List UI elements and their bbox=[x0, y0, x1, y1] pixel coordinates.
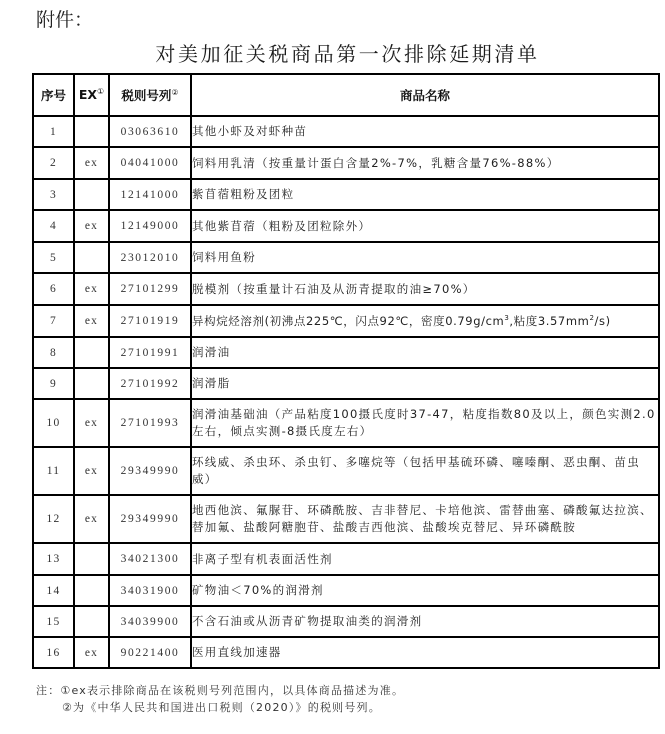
row-ex: ex bbox=[74, 637, 109, 668]
footnote-2 bbox=[36, 699, 404, 716]
row-product-name: 润滑油基础油（产品粘度100摄氏度时37-47，粘度指数80及以上，颜色实测2.0左右，倾点实测-8摄氏度左右） bbox=[191, 399, 659, 447]
row-index: 7 bbox=[33, 305, 74, 337]
row-index: 14 bbox=[33, 575, 74, 606]
header-index-label: 序号 bbox=[40, 88, 66, 103]
row-product-name: 非离子型有机表面活性剂 bbox=[191, 543, 659, 575]
header-tariff-code-label: 税则号列 bbox=[121, 88, 172, 103]
row-ex bbox=[74, 337, 109, 368]
footnotes bbox=[36, 682, 404, 716]
row-index: 13 bbox=[33, 543, 74, 575]
table-row bbox=[33, 337, 659, 368]
table-row bbox=[33, 543, 659, 575]
row-tariff-code: 34021300 bbox=[109, 543, 191, 575]
row-tariff-code: 34031900 bbox=[109, 575, 191, 606]
row-product-name: 饲料用鱼粉 bbox=[191, 242, 659, 273]
row-index: 5 bbox=[33, 242, 74, 273]
row-index: 16 bbox=[33, 637, 74, 668]
product-name-text: 异构烷烃溶剂(初沸点225℃，闪点92℃，密度0.79g/cm bbox=[192, 313, 505, 328]
row-product-name: 饲料用乳清（按重量计蛋白含量2%-7%，乳糖含量76%-88%） bbox=[191, 147, 659, 179]
row-ex: ex bbox=[74, 447, 109, 495]
footnote-1-text: ①ex表示排除商品在该税则号列范围内，以具体商品描述为准。 bbox=[60, 684, 405, 697]
header-ex bbox=[74, 74, 109, 116]
table-row bbox=[33, 147, 659, 179]
row-ex: ex bbox=[74, 273, 109, 305]
row-product-name: 地西他滨、氟脲苷、环磷酰胺、吉非替尼、卡培他滨、雷替曲塞、磷酸氟达拉滨、替加氟、盐酸阿糖胞苷、盐酸吉西他滨、盐酸埃克替尼、异环磷酰胺 bbox=[191, 495, 659, 543]
row-ex bbox=[74, 606, 109, 637]
header-ex-label: EX bbox=[78, 87, 97, 103]
row-ex bbox=[74, 543, 109, 575]
product-name-text: /s) bbox=[594, 313, 611, 328]
table-row bbox=[33, 399, 659, 447]
table-row bbox=[33, 637, 659, 668]
row-tariff-code: 27101919 bbox=[109, 305, 191, 337]
row-product-name: 医用直线加速器 bbox=[191, 637, 659, 668]
header-product-name-label: 商品名称 bbox=[399, 88, 450, 103]
footnote-label: 注： bbox=[36, 684, 61, 697]
row-ex bbox=[74, 368, 109, 399]
row-tariff-code: 27101991 bbox=[109, 337, 191, 368]
table-row bbox=[33, 368, 659, 399]
row-tariff-code: 27101992 bbox=[109, 368, 191, 399]
row-ex: ex bbox=[74, 147, 109, 179]
row-ex bbox=[74, 179, 109, 210]
table-row bbox=[33, 606, 659, 637]
row-tariff-code: 23012010 bbox=[109, 242, 191, 273]
row-product-name bbox=[191, 305, 659, 337]
row-index: 11 bbox=[33, 447, 74, 495]
product-name-text: ,粘度3.57mm bbox=[509, 313, 590, 328]
row-product-name: 矿物油＜70%的润滑剂 bbox=[191, 575, 659, 606]
row-index: 10 bbox=[33, 399, 74, 447]
superscript-2: 2 bbox=[589, 313, 595, 322]
row-ex: ex bbox=[74, 305, 109, 337]
footnote-mark-1: ① bbox=[97, 87, 105, 97]
table-row bbox=[33, 179, 659, 210]
table-row bbox=[33, 273, 659, 305]
row-ex: ex bbox=[74, 210, 109, 242]
table-row bbox=[33, 305, 659, 337]
row-index: 2 bbox=[33, 147, 74, 179]
row-ex: ex bbox=[74, 399, 109, 447]
row-index: 8 bbox=[33, 337, 74, 368]
row-tariff-code: 34039900 bbox=[109, 606, 191, 637]
header-tariff-code bbox=[109, 74, 191, 116]
header-index bbox=[33, 74, 74, 116]
row-tariff-code: 03063610 bbox=[109, 116, 191, 147]
footnote-2-text: ②为《中华人民共和国进出口税则（2020）》的税则号列。 bbox=[62, 701, 381, 714]
row-product-name: 其他紫苜蓿（粗粉及团粒除外） bbox=[191, 210, 659, 242]
row-index: 3 bbox=[33, 179, 74, 210]
row-tariff-code: 12149000 bbox=[109, 210, 191, 242]
table-row bbox=[33, 242, 659, 273]
table-row bbox=[33, 210, 659, 242]
row-ex bbox=[74, 116, 109, 147]
row-index: 4 bbox=[33, 210, 74, 242]
row-tariff-code: 04041000 bbox=[109, 147, 191, 179]
attachment-label: 附件： bbox=[36, 9, 94, 31]
row-product-name: 脱模剂（按重量计石油及从沥青提取的油≥70%） bbox=[191, 273, 659, 305]
row-tariff-code: 27101993 bbox=[109, 399, 191, 447]
row-product-name: 不含石油或从沥青矿物提取油类的润滑剂 bbox=[191, 606, 659, 637]
row-index: 12 bbox=[33, 495, 74, 543]
exclusion-list-table bbox=[32, 73, 660, 669]
row-ex bbox=[74, 242, 109, 273]
row-tariff-code: 12141000 bbox=[109, 179, 191, 210]
row-tariff-code: 29349990 bbox=[109, 495, 191, 543]
superscript-3: 3 bbox=[504, 313, 510, 322]
row-index: 1 bbox=[33, 116, 74, 147]
table-row bbox=[33, 116, 659, 147]
table-row bbox=[33, 495, 659, 543]
document-title: 对美加征关税商品第一次排除延期清单 bbox=[155, 42, 540, 66]
row-ex bbox=[74, 575, 109, 606]
row-product-name: 其他小虾及对虾种苗 bbox=[191, 116, 659, 147]
header-product-name bbox=[191, 74, 659, 116]
table-header-row bbox=[33, 74, 659, 116]
row-product-name: 环线威、杀虫环、杀虫钉、多噻烷等（包括甲基硫环磷、噻嗪酮、恶虫酮、苗虫威） bbox=[191, 447, 659, 495]
row-index: 15 bbox=[33, 606, 74, 637]
row-ex: ex bbox=[74, 495, 109, 543]
row-product-name: 润滑脂 bbox=[191, 368, 659, 399]
row-product-name: 紫苜蓿粗粉及团粒 bbox=[191, 179, 659, 210]
row-tariff-code: 29349990 bbox=[109, 447, 191, 495]
row-index: 9 bbox=[33, 368, 74, 399]
row-product-name: 润滑油 bbox=[191, 337, 659, 368]
row-index: 6 bbox=[33, 273, 74, 305]
row-tariff-code: 27101299 bbox=[109, 273, 191, 305]
row-tariff-code: 90221400 bbox=[109, 637, 191, 668]
footnote-mark-2: ② bbox=[171, 87, 179, 97]
table-row bbox=[33, 447, 659, 495]
table-row bbox=[33, 575, 659, 606]
footnote-1 bbox=[36, 682, 404, 699]
